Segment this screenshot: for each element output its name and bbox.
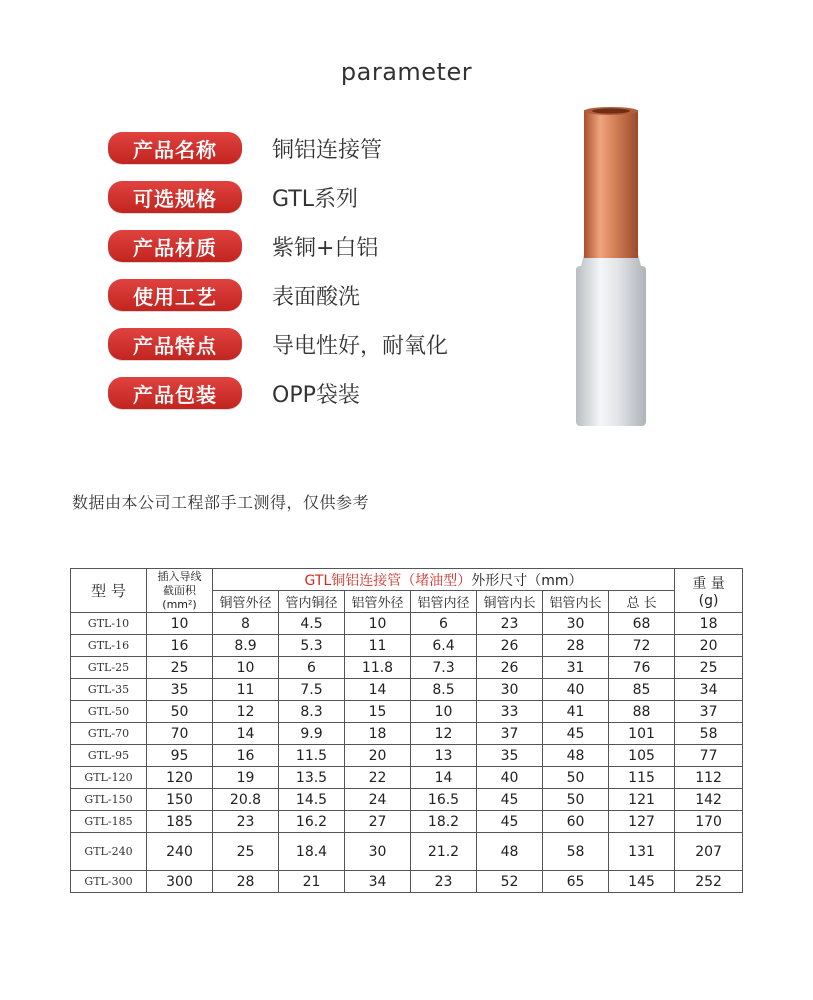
subheader-cell: 总 长 [609, 591, 675, 613]
value-cell: 85 [609, 679, 675, 701]
value-cell: 30 [477, 679, 543, 701]
model-cell: GTL-240 [71, 833, 147, 871]
table-body [71, 613, 743, 893]
subheader-cell: 管内铜径 [279, 591, 345, 613]
value-cell: 18 [675, 613, 743, 635]
value-cell: 6.4 [411, 635, 477, 657]
value-cell: 65 [543, 871, 609, 893]
value-cell: 25 [675, 657, 743, 679]
value-cell: 33 [477, 701, 543, 723]
table-row [71, 701, 743, 723]
value-cell: 207 [675, 833, 743, 871]
subheader-cell: 铜管内长 [477, 591, 543, 613]
model-cell: GTL-185 [71, 811, 147, 833]
table-row [71, 871, 743, 893]
table-row [71, 679, 743, 701]
spec-label-badge: 产品特点 [108, 328, 242, 360]
value-cell: 6 [279, 657, 345, 679]
value-cell: 72 [609, 635, 675, 657]
table-row [71, 811, 743, 833]
model-cell: GTL-300 [71, 871, 147, 893]
subheader-cell: 铝管外径 [345, 591, 411, 613]
value-cell: 95 [147, 745, 213, 767]
value-cell: 105 [609, 745, 675, 767]
value-cell: 7.5 [279, 679, 345, 701]
header-dimensions-unit: 外形尺寸（mm） [471, 572, 583, 589]
value-cell: 37 [477, 723, 543, 745]
header-dimensions-product: GTL铜铝连接管（堵油型） [304, 572, 472, 589]
value-cell: 52 [477, 871, 543, 893]
value-cell: 16.2 [279, 811, 345, 833]
value-cell: 121 [609, 789, 675, 811]
value-cell: 48 [477, 833, 543, 871]
value-cell: 4.5 [279, 613, 345, 635]
spec-label-badge: 产品包装 [108, 377, 242, 409]
header-section-line1: 插入导线 [157, 569, 202, 583]
header-weight-unit: (g) [698, 592, 719, 609]
value-cell: 185 [147, 811, 213, 833]
table-row [71, 745, 743, 767]
value-cell: 40 [477, 767, 543, 789]
table-row [71, 635, 743, 657]
header-weight-label: 重 量 [692, 575, 725, 592]
model-cell: GTL-95 [71, 745, 147, 767]
subheader-cell: 铝管内长 [543, 591, 609, 613]
value-cell: 5.3 [279, 635, 345, 657]
value-cell: 10 [411, 701, 477, 723]
value-cell: 58 [675, 723, 743, 745]
value-cell: 16.5 [411, 789, 477, 811]
header-section [147, 569, 213, 613]
value-cell: 23 [213, 811, 279, 833]
table-row [71, 767, 743, 789]
value-cell: 11.5 [279, 745, 345, 767]
value-cell: 131 [609, 833, 675, 871]
value-cell: 26 [477, 657, 543, 679]
value-cell: 45 [477, 811, 543, 833]
value-cell: 12 [411, 723, 477, 745]
value-cell: 14 [411, 767, 477, 789]
value-cell: 50 [543, 767, 609, 789]
value-cell: 8.5 [411, 679, 477, 701]
value-cell: 16 [213, 745, 279, 767]
table-row [71, 657, 743, 679]
value-cell: 27 [345, 811, 411, 833]
value-cell: 60 [543, 811, 609, 833]
model-cell: GTL-10 [71, 613, 147, 635]
value-cell: 15 [345, 701, 411, 723]
spec-row [108, 131, 382, 165]
spec-label-badge: 产品材质 [108, 230, 242, 262]
table-row [71, 613, 743, 635]
header-model: 型 号 [71, 569, 147, 613]
spec-value: 表面酸洗 [272, 284, 361, 310]
spec-label-badge: 使用工艺 [108, 279, 242, 311]
table-row [71, 833, 743, 871]
value-cell: 21 [279, 871, 345, 893]
value-cell: 28 [213, 871, 279, 893]
value-cell: 41 [543, 701, 609, 723]
value-cell: 6 [411, 613, 477, 635]
value-cell: 300 [147, 871, 213, 893]
value-cell: 45 [477, 789, 543, 811]
table-row [71, 789, 743, 811]
spec-table [70, 568, 743, 893]
value-cell: 34 [345, 871, 411, 893]
header-dimensions [213, 569, 675, 591]
model-cell: GTL-120 [71, 767, 147, 789]
value-cell: 10 [213, 657, 279, 679]
value-cell: 68 [609, 613, 675, 635]
copper-bore [592, 108, 630, 113]
model-cell: GTL-25 [71, 657, 147, 679]
value-cell: 23 [411, 871, 477, 893]
aluminum-neck [576, 254, 646, 286]
spec-value: GTL系列 [272, 186, 358, 212]
value-cell: 14 [213, 723, 279, 745]
value-cell: 115 [609, 767, 675, 789]
value-cell: 19 [213, 767, 279, 789]
value-cell: 30 [345, 833, 411, 871]
value-cell: 14.5 [279, 789, 345, 811]
value-cell: 10 [345, 613, 411, 635]
value-cell: 20 [345, 745, 411, 767]
value-cell: 50 [147, 701, 213, 723]
spec-row [108, 327, 448, 361]
value-cell: 20.8 [213, 789, 279, 811]
model-cell: GTL-16 [71, 635, 147, 657]
value-cell: 10 [147, 613, 213, 635]
value-cell: 34 [675, 679, 743, 701]
spec-value: 紫铜+白铝 [272, 235, 379, 261]
value-cell: 8.9 [213, 635, 279, 657]
value-cell: 40 [543, 679, 609, 701]
value-cell: 9.9 [279, 723, 345, 745]
value-cell: 45 [543, 723, 609, 745]
value-cell: 7.3 [411, 657, 477, 679]
copper-section [584, 110, 638, 258]
spec-row [108, 180, 358, 214]
spec-row [108, 278, 360, 312]
value-cell: 11 [213, 679, 279, 701]
value-cell: 252 [675, 871, 743, 893]
value-cell: 76 [609, 657, 675, 679]
product-image [576, 106, 646, 432]
value-cell: 18.4 [279, 833, 345, 871]
value-cell: 13.5 [279, 767, 345, 789]
value-cell: 18 [345, 723, 411, 745]
value-cell: 37 [675, 701, 743, 723]
value-cell: 8.3 [279, 701, 345, 723]
value-cell: 112 [675, 767, 743, 789]
header-weight [675, 569, 743, 613]
value-cell: 8 [213, 613, 279, 635]
value-cell: 30 [543, 613, 609, 635]
spec-label-badge: 可选规格 [108, 181, 242, 213]
value-cell: 21.2 [411, 833, 477, 871]
value-cell: 240 [147, 833, 213, 871]
spec-table-wrap [70, 568, 742, 893]
value-cell: 25 [147, 657, 213, 679]
subheader-cell: 铜管外径 [213, 591, 279, 613]
value-cell: 24 [345, 789, 411, 811]
value-cell: 13 [411, 745, 477, 767]
value-cell: 35 [477, 745, 543, 767]
page-title: parameter [340, 58, 473, 86]
value-cell: 70 [147, 723, 213, 745]
spec-value: OPP袋装 [272, 382, 360, 408]
value-cell: 23 [477, 613, 543, 635]
value-cell: 11 [345, 635, 411, 657]
value-cell: 22 [345, 767, 411, 789]
table-row [71, 723, 743, 745]
value-cell: 14 [345, 679, 411, 701]
data-note: 数据由本公司工程部手工测得，仅供参考 [72, 493, 370, 512]
value-cell: 120 [147, 767, 213, 789]
value-cell: 20 [675, 635, 743, 657]
model-cell: GTL-50 [71, 701, 147, 723]
value-cell: 170 [675, 811, 743, 833]
value-cell: 26 [477, 635, 543, 657]
value-cell: 58 [543, 833, 609, 871]
value-cell: 12 [213, 701, 279, 723]
header-section-line2: 截面积 [163, 583, 196, 597]
value-cell: 142 [675, 789, 743, 811]
model-cell: GTL-150 [71, 789, 147, 811]
value-cell: 11.8 [345, 657, 411, 679]
spec-row [108, 376, 360, 410]
value-cell: 16 [147, 635, 213, 657]
value-cell: 25 [213, 833, 279, 871]
value-cell: 48 [543, 745, 609, 767]
spec-row [108, 229, 378, 263]
header-section-line3: (mm²) [162, 597, 197, 611]
model-cell: GTL-35 [71, 679, 147, 701]
spec-value: 铜铝连接管 [272, 137, 383, 163]
value-cell: 35 [147, 679, 213, 701]
value-cell: 50 [543, 789, 609, 811]
model-cell: GTL-70 [71, 723, 147, 745]
value-cell: 127 [609, 811, 675, 833]
value-cell: 77 [675, 745, 743, 767]
value-cell: 88 [609, 701, 675, 723]
aluminum-section [576, 266, 646, 426]
value-cell: 18.2 [411, 811, 477, 833]
value-cell: 150 [147, 789, 213, 811]
value-cell: 145 [609, 871, 675, 893]
value-cell: 31 [543, 657, 609, 679]
subheader-cell: 铝管内径 [411, 591, 477, 613]
spec-value: 导电性好，耐氧化 [272, 333, 449, 359]
value-cell: 28 [543, 635, 609, 657]
spec-label-badge: 产品名称 [108, 132, 242, 164]
value-cell: 101 [609, 723, 675, 745]
